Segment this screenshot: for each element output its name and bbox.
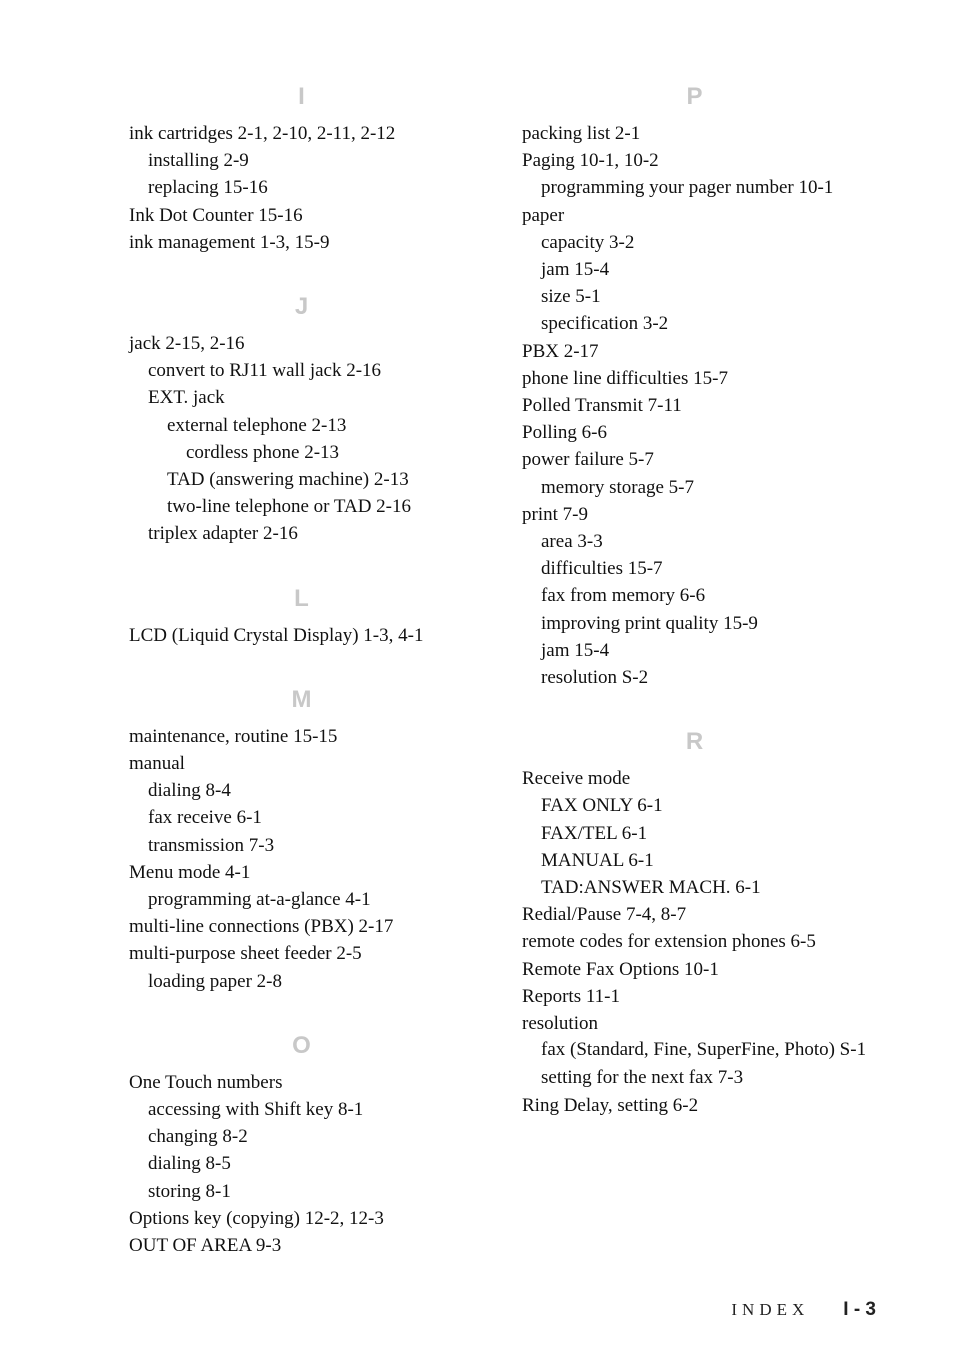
index-subentry: triplex adapter 2-16 [148,523,298,545]
index-entry: maintenance, routine 15-15 [129,725,338,747]
index-entry: print 7-9 [522,503,588,525]
index-subentry: difficulties 15-7 [541,558,663,580]
index-entry: Polling 6-6 [522,422,607,444]
index-subentry: two-line telephone or TAD 2-16 [167,496,412,518]
index-subentry: accessing with Shift key 8-1 [148,1099,364,1121]
index-entry: Ring Delay, setting 6-2 [522,1094,699,1116]
index-subentry: resolution S-2 [541,667,649,689]
index-entry: resolution [522,1013,598,1035]
index-entry: Receive mode [522,768,631,790]
section-letter: M [291,685,312,713]
index-entry: OUT OF AREA 9-3 [129,1235,282,1257]
index-section-o [129,1029,474,1259]
index-subentry: loading paper 2-8 [148,970,283,992]
index-entry: power failure 5-7 [522,449,654,471]
index-entry: remote codes for extension phones 6-5 [522,931,816,953]
index-entry: Paging 10-1, 10-2 [522,150,659,172]
index-subentry: setting for the next fax 7-3 [541,1067,744,1089]
index-subentry: storing 8-1 [148,1180,231,1202]
index-entry: ink management 1-3, 15-9 [129,231,330,253]
index-subentry: TAD (answering machine) 2-13 [167,469,409,491]
index-subentry: FAX/TEL 6-1 [541,822,648,844]
page-footer [731,1298,876,1322]
index-entry: multi-purpose sheet feeder 2-5 [129,943,362,965]
page-number: I - 3 [843,1299,876,1320]
section-letter: R [685,728,704,756]
index-subentry: installing 2-9 [148,150,249,172]
index-entry: manual [129,753,185,775]
footer-section-label: INDEX [731,1300,810,1319]
index-entry: phone line difficulties 15-7 [522,367,728,389]
index-subentry: cordless phone 2-13 [186,441,340,463]
index-entry: Reports 11-1 [522,985,620,1007]
index-entry: Redial/Pause 7-4, 8-7 [522,904,687,926]
index-subentry: dialing 8-4 [148,780,231,802]
index-subentry: fax (Standard, Fine, SuperFine, Photo) S-1 [541,1039,867,1061]
index-subentry: jam 15-4 [541,639,610,661]
index-subentry: specification 3-2 [541,313,669,335]
index-subentry: dialing 8-5 [148,1153,231,1175]
index-subentry: size 5-1 [541,286,601,308]
index-subentry: external telephone 2-13 [167,414,347,436]
index-section-r [522,725,867,1118]
index-entry: jack 2-15, 2-16 [129,333,245,355]
index-subentry: memory storage 5-7 [541,476,695,498]
section-letter: I [298,83,305,110]
index-subentry: fax from memory 6-6 [541,585,706,607]
index-entry: Options key (copying) 12-2, 12-3 [129,1207,384,1229]
index-subentry: TAD:ANSWER MACH. 6-1 [541,877,761,899]
index-entry: One Touch numbers [129,1071,283,1093]
section-letter: J [294,293,309,321]
index-subentry: EXT. jack [148,387,225,409]
index-subentry: programming your pager number 10-1 [541,177,834,199]
index-subentry: replacing 15-16 [148,177,268,199]
index-subentry: changing 8-2 [148,1126,248,1148]
index-subentry: transmission 7-3 [148,834,275,856]
index-section-i [129,80,474,256]
index-subentry: improving print quality 15-9 [541,612,758,634]
index-subentry: FAX ONLY 6-1 [541,795,663,817]
index-subentry: area 3-3 [541,531,603,553]
index-column-right [522,80,867,1153]
index-section-j [129,290,474,548]
index-subentry: fax receive 6-1 [148,807,262,829]
index-entry: multi-line connections (PBX) 2-17 [129,916,394,938]
index-subentry: convert to RJ11 wall jack 2-16 [148,360,382,382]
index-entry: packing list 2-1 [522,123,641,144]
index-column-left [129,80,474,1293]
section-letter: L [294,584,309,612]
index-entry: Polled Transmit 7-11 [522,395,682,417]
index-entry: paper [522,204,565,226]
index-entry: ink cartridges 2-1, 2-10, 2-11, 2-12 [129,123,396,144]
section-letter: O [292,1031,311,1059]
index-entry: Ink Dot Counter 15-16 [129,204,303,226]
index-entry: Menu mode 4-1 [129,861,251,883]
index-subentry: MANUAL 6-1 [541,849,654,871]
index-section-m [129,683,474,995]
index-entry: PBX 2-17 [522,340,599,362]
index-entry: Remote Fax Options 10-1 [522,958,719,980]
index-subentry: jam 15-4 [541,259,610,281]
index-section-p [522,80,867,691]
section-letter: P [686,83,703,110]
index-section-l [129,582,474,649]
index-subentry: capacity 3-2 [541,231,635,253]
index-subentry: programming at-a-glance 4-1 [148,889,371,911]
index-entry: LCD (Liquid Crystal Display) 1-3, 4-1 [129,624,424,646]
